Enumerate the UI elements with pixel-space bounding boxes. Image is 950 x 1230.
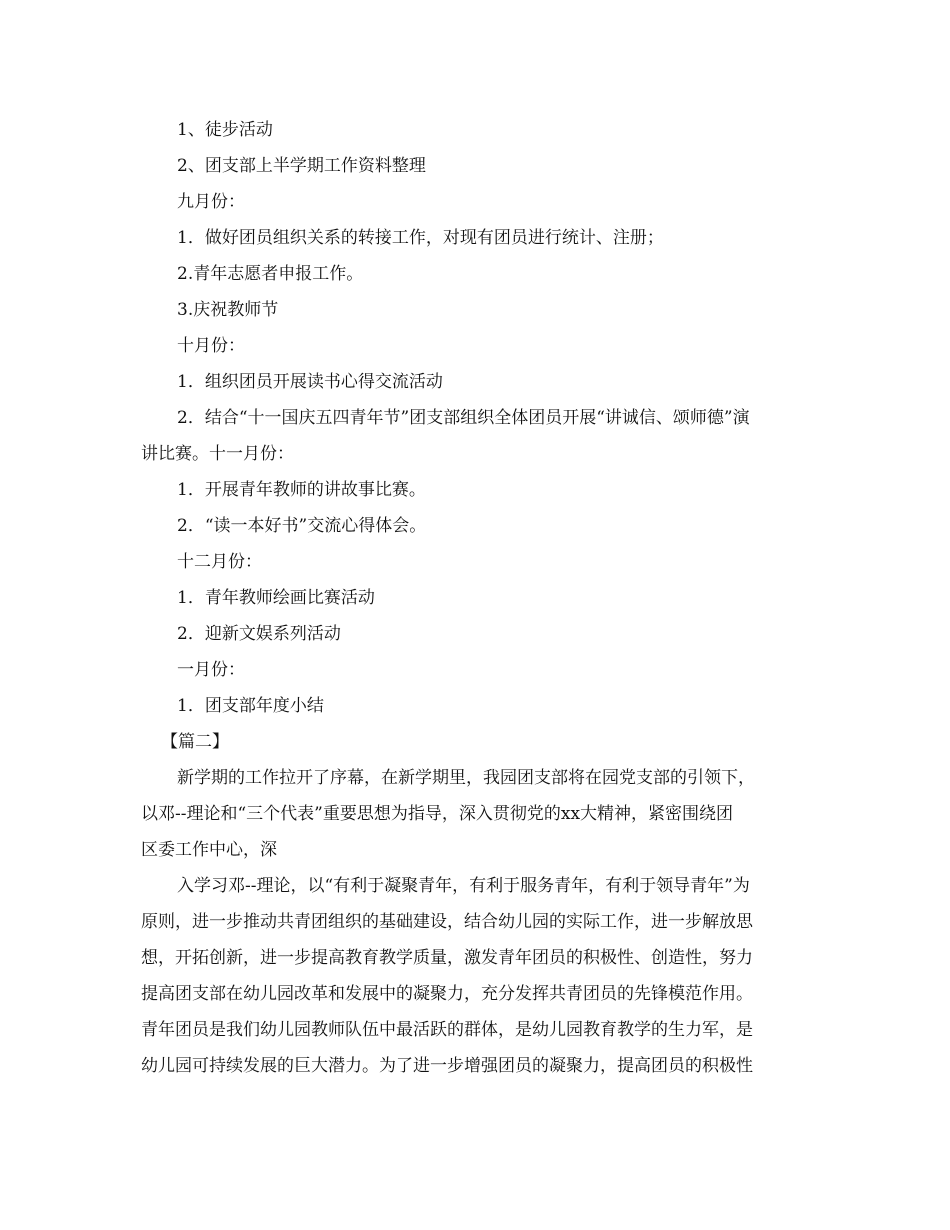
month-heading: 九月份： [177, 192, 245, 212]
paragraph-2 [141, 868, 819, 1084]
month-heading: 十二月份： [177, 552, 262, 572]
list-item: 2、团支部上半学期工作资料整理 [177, 156, 426, 176]
list-item-continuation: 讲比赛。十一月份： [141, 444, 294, 464]
list-item: 2．结合“十一国庆五四青年节”团支部组织全体团员开展“讲诚信、颂师德”演 [177, 408, 750, 428]
paragraph-line: 提高团支部在幼儿园改革和发展中的凝聚力，充分发挥共青团员的先锋模范作用。 [141, 984, 753, 1004]
list-item: 1、徒步活动 [177, 120, 273, 140]
list-item: 2．“读一本好书”交流心得体会。 [177, 516, 427, 536]
paragraph-line: 区委工作中心，深 [141, 840, 277, 860]
paragraph-line: 青年团员是我们幼儿园教师队伍中最活跃的群体，是幼儿园教育教学的生力军，是 [141, 1020, 753, 1040]
list-item: 2.青年志愿者申报工作。 [177, 264, 364, 284]
paragraph-line: 幼儿园可持续发展的巨大潜力。为了进一步增强团员的凝聚力，提高团员的积极性 [141, 1056, 753, 1076]
paragraph-1 [141, 760, 819, 868]
month-heading: 一月份： [177, 660, 245, 680]
paragraph-line: 新学期的工作拉开了序幕，在新学期里，我园团支部将在园党支部的引领下， [177, 768, 755, 788]
list-item: 1．开展青年教师的讲故事比赛。 [177, 480, 426, 500]
list-item: 1．团支部年度小结 [177, 696, 324, 716]
list-item: 1．青年教师绘画比赛活动 [177, 588, 375, 608]
month-heading: 十月份： [177, 336, 245, 356]
list-item: 2．迎新文娱系列活动 [177, 624, 341, 644]
list-item: 1．做好团员组织关系的转接工作，对现有团员进行统计、注册； [177, 228, 664, 248]
paragraph-line: 以邓--理论和“三个代表”重要思想为指导，深入贯彻党的xx大精神，紧密围绕团 [141, 804, 734, 824]
paragraph-line: 想，开拓创新，进一步提高教育教学质量，激发青年团员的积极性、创造性，努力 [141, 948, 753, 968]
document-page [141, 112, 819, 1084]
list-item: 3.庆祝教师节 [177, 300, 279, 320]
list-item: 1．组织团员开展读书心得交流活动 [177, 372, 443, 392]
section-title: 【篇二】 [161, 732, 229, 752]
paragraph-line: 入学习邓--理论，以“有利于凝聚青年，有利于服务青年，有利于领导青年”为 [177, 876, 750, 896]
paragraph-line: 原则，进一步推动共青团组织的基础建设，结合幼儿园的实际工作，进一步解放思 [141, 912, 753, 932]
